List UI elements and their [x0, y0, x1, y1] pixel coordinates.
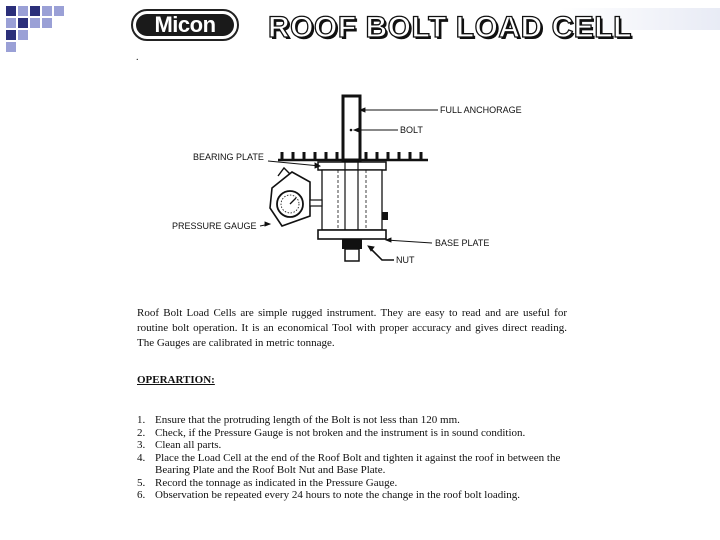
corner-square	[30, 18, 40, 28]
base-plate	[318, 230, 386, 239]
step-text: Record the tonnage as indicated in the Pressure Gauge.	[155, 476, 398, 489]
step-text: Observation be repeated every 24 hours to note the change in the roof bolt loading.	[155, 489, 521, 501]
step-item	[137, 427, 577, 440]
corner-square	[42, 18, 52, 28]
side-screw	[382, 212, 388, 220]
nut-lower	[345, 249, 359, 261]
bolt-tube	[343, 96, 360, 160]
load-cell-diagram	[160, 88, 540, 273]
step-item	[137, 477, 577, 490]
step-number: 3.	[137, 439, 146, 451]
step-item	[137, 489, 577, 502]
corner-square	[6, 18, 16, 28]
corner-square	[6, 30, 16, 40]
operation-steps	[137, 414, 577, 502]
label-base-plate: BASE PLATE	[435, 238, 490, 248]
step-item	[137, 414, 577, 427]
step-number: 1.	[137, 414, 146, 426]
label-bolt: BOLT	[400, 125, 423, 135]
step-number: 4.	[137, 451, 146, 464]
nut	[342, 239, 362, 249]
stray-mark: .	[136, 52, 139, 63]
step-number: 5.	[137, 476, 146, 489]
step-text: Ensure that the protruding length of the Bolt is not less than 120 mm.	[155, 414, 460, 426]
corner-square	[18, 6, 28, 16]
corner-square	[18, 30, 28, 40]
load-cell-body	[322, 170, 382, 230]
logo-text: Micon	[136, 14, 234, 36]
step-text: Place the Load Cell at the end of the Roof Bolt and tighten it against the roof in between the Bearing Plate and the Roof Bolt Nut and Base Plate.	[155, 451, 561, 476]
corner-square	[30, 6, 40, 16]
corner-decoration	[0, 0, 130, 50]
step-text: Clean all parts.	[155, 439, 222, 451]
micon-logo	[131, 9, 239, 41]
step-text: Check, if the Pressure Gauge is not broken and the instrument is in sound condition.	[155, 426, 526, 439]
label-full-anchorage: FULL ANCHORAGE	[440, 105, 522, 115]
corner-square	[6, 42, 16, 52]
step-item	[137, 452, 577, 477]
page-title: ROOF BOLT LOAD CELL	[268, 11, 632, 44]
step-number: 2.	[137, 426, 146, 439]
label-nut: NUT	[396, 255, 415, 265]
corner-square	[6, 6, 16, 16]
step-item	[137, 439, 577, 452]
bearing-plate	[318, 162, 386, 170]
description-paragraph: Roof Bolt Load Cells are simple rugged instrument. They are easy to read and are useful for routine bolt operation. It is an economical Tool with proper accuracy and gives direct reading. The Gauges are calibrated in metric tonnage.	[137, 307, 567, 349]
label-pressure-gauge: PRESSURE GAUGE	[172, 221, 257, 231]
label-bearing-plate: BEARING PLATE	[193, 152, 264, 162]
operation-heading: OPERARTION:	[137, 374, 215, 386]
corner-square	[42, 6, 52, 16]
corner-square	[54, 6, 64, 16]
bolt-center-dot	[350, 129, 353, 132]
corner-square	[18, 18, 28, 28]
step-number: 6.	[137, 489, 146, 501]
pressure-gauge	[270, 168, 322, 226]
